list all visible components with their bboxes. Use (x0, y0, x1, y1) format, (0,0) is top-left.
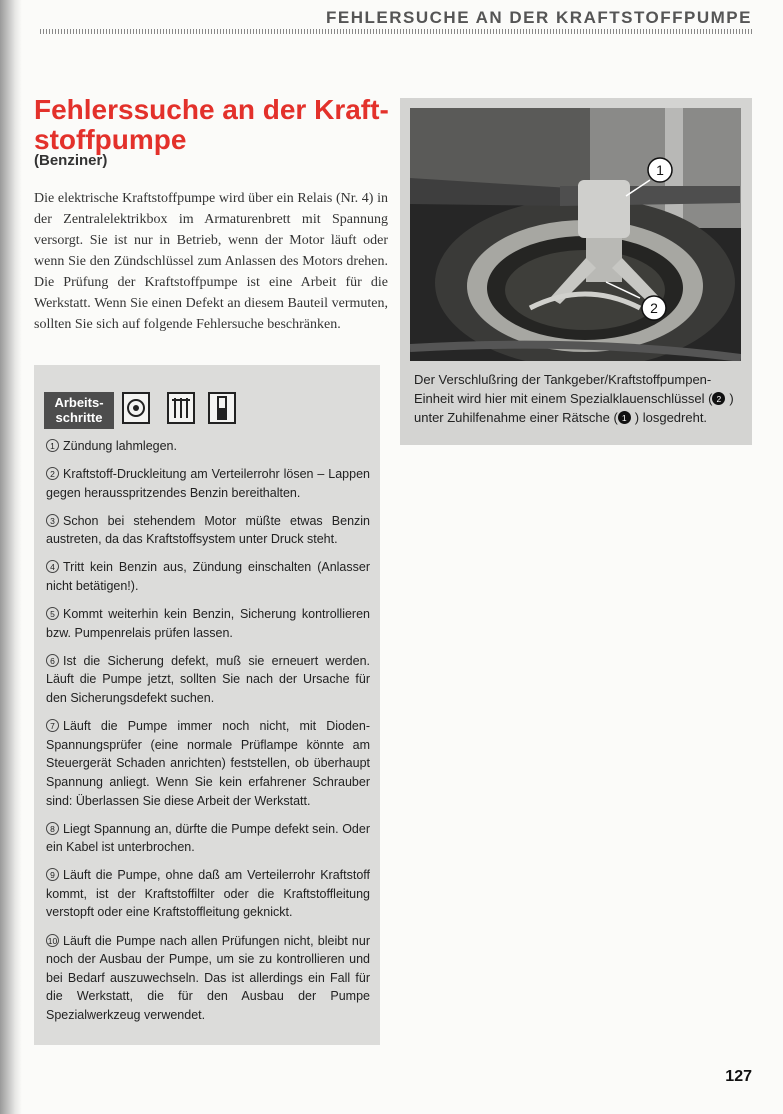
step-text: Ist die Sicherung defekt, muß sie erneuert werden. Läuft die Pumpe jetzt, sollten Sie nach der Ursache für den Sicherungsdefekt suchen. (46, 653, 370, 706)
title-line-1: Fehlerssuche an der Kraft- (34, 94, 389, 125)
caption-ref-2: 2 (712, 392, 725, 405)
photo-caption (414, 370, 740, 427)
caption-text: Der Verschlußring der Tankgeber/Kraftstoffpumpen-Einheit wird hier mit einem Spezialklauenschlüssel ( (414, 372, 713, 406)
step-number: 10 (47, 935, 58, 946)
step-item (46, 652, 370, 708)
step-text: Zündung lahmlegen. (63, 439, 177, 453)
step-number: 4 (46, 560, 59, 573)
step-text: Schon bei stehendem Motor müßte etwas Benzin austreten, da das Kraftstoffsystem unter Druck steht. (46, 513, 370, 547)
step-number: 9 (46, 868, 59, 881)
step-item (46, 932, 370, 1025)
time-icon (208, 392, 236, 424)
page-title (34, 95, 394, 155)
running-head-rule (40, 29, 752, 34)
step-number: 2 (46, 467, 59, 480)
step-item (46, 717, 370, 810)
fuel-pump-illustration (410, 108, 741, 361)
photo-callout-1: 1 (656, 162, 664, 178)
caption-text: ) unter Zuhilfenahme einer Rätsche ( (414, 391, 734, 425)
subtitle: (Benziner) (34, 152, 108, 169)
step-item (46, 512, 370, 549)
page-gutter-shadow (0, 0, 22, 1114)
step-number: 1 (46, 439, 59, 452)
title-line-2: stoffpumpe (34, 124, 187, 155)
step-text: Kommt weiterhin kein Benzin, Sicherung kontrollieren bzw. Pumpenrelais prüfen lassen. (46, 607, 370, 640)
step-number: 7 (46, 719, 59, 732)
work-steps-badge (44, 392, 114, 429)
step-number: 5 (46, 607, 59, 620)
running-head: FEHLERSUCHE AN DER KRAFTSTOFFPUMPE (326, 8, 752, 27)
photo-box (400, 98, 752, 445)
caption-ref-1: 1 (618, 411, 631, 424)
step-item (46, 558, 370, 595)
steps-list (46, 437, 370, 1034)
step-number: 8 (46, 822, 59, 835)
step-text: Läuft die Pumpe nach allen Prüfungen nicht, bleibt nur noch der Ausbau der Pumpe, um sie zu kontrollieren und bei Bedarf auszuwechseln. Das ist allerdings ein Fall für die Werkstatt, die für den Ausbau der Pumpe Spezialwerkzeug verwendet. (46, 933, 370, 1022)
intro-paragraph: Die elektrische Kraftstoffpumpe wird über ein Relais (Nr. 4) in der Zentralelektrikbox im Armaturenbrett mit Spannung versorgt. Sie ist nur in Betrieb, wenn der Motor läuft oder wenn Sie den Zündschlüssel zum Anlassen des Motors drehen. Die Prüfung der Kraftstoffpumpe ist eine Arbeit für die Werkstatt. Wenn Sie einen Defekt an diesem Bauteil vermuten, sollten Sie sich auf folgende Fehlersuche beschränken. (34, 191, 388, 332)
work-steps-box (34, 365, 380, 1045)
caption-text: ) losgedreht. (634, 410, 708, 425)
photo-callout-2: 2 (650, 300, 658, 316)
step-text: Tritt kein Benzin aus, Zündung einschalten (Anlasser nicht betätigen!). (46, 560, 370, 594)
step-number: 3 (46, 514, 59, 527)
step-text: Läuft die Pumpe, ohne daß am Verteilerrohr Kraftstoff kommt, ist der Kraftstoffilter oder die Kraftstoffleitung verstopft oder eine Kraftstoffleitung geknickt. (46, 868, 370, 920)
step-text: Läuft die Pumpe immer noch nicht, mit Dioden-Spannungsprüfer (eine normale Prüflampe könnte am Steuergerät Schaden anrichten) feststellen, ob überhaupt Spannung anliegt. Wenn Sie kein erfahrener Schrauber sind: Überlassen Sie diese Arbeit der Werkstatt. (46, 719, 370, 808)
step-text: Kraftstoff-Druckleitung am Verteilerrohr lösen – Lappen gegen herausspritzendes Benzin bereithalten. (46, 467, 370, 500)
badge-line-1: Arbeits- (54, 395, 104, 410)
step-number: 6 (46, 654, 59, 667)
difficulty-icon (122, 392, 150, 424)
page-number: 127 (725, 1068, 752, 1085)
step-item (46, 437, 370, 456)
step-item (46, 866, 370, 922)
tools-icon (167, 392, 195, 424)
badge-line-2: schritte (55, 410, 103, 425)
fuel-pump-photo (410, 108, 741, 361)
step-text: Liegt Spannung an, dürfte die Pumpe defekt sein. Oder ein Kabel ist unterbrochen. (46, 821, 370, 855)
step-item (46, 605, 370, 642)
step-item (46, 820, 370, 857)
step-item (46, 465, 370, 502)
